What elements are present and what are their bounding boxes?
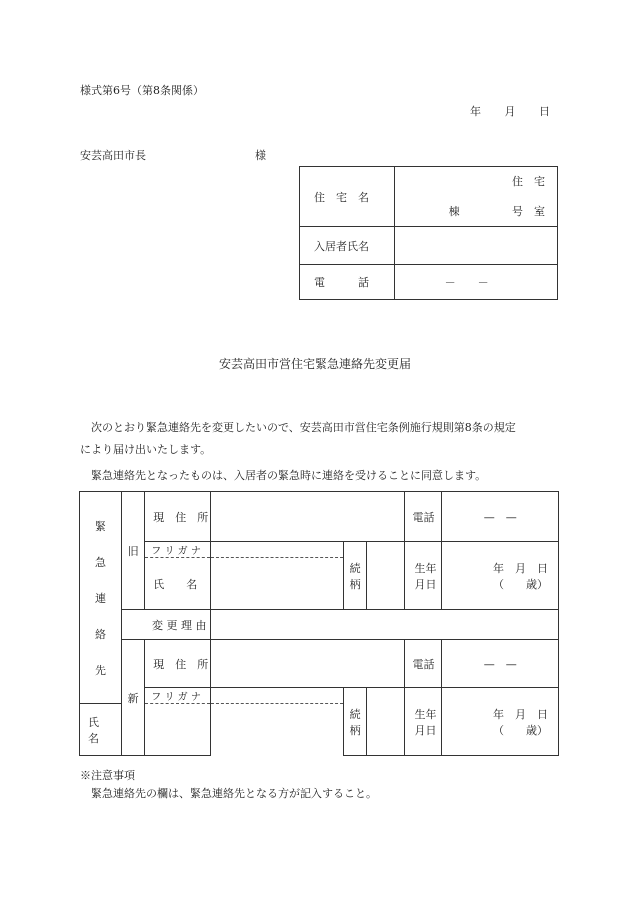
new-furigana-field[interactable] — [210, 688, 344, 704]
emergency-contact-side-label — [80, 492, 122, 704]
year-label: 年 — [470, 105, 481, 118]
old-birth-line-2: 月日 — [414, 577, 437, 591]
old-name-field[interactable] — [210, 558, 344, 610]
side-char-1: 緊 — [95, 519, 106, 533]
phone-field[interactable]: － － — [394, 265, 557, 300]
old-phone-field[interactable]: — — — [442, 492, 559, 542]
new-phone-field[interactable]: — — — [442, 640, 559, 688]
old-birth-field[interactable] — [442, 542, 559, 610]
document-title: 安芸高田市営住宅緊急連絡先変更届 — [218, 357, 411, 371]
new-relation-char-2: 柄 — [349, 723, 361, 737]
old-relation-label — [344, 542, 366, 610]
new-label: 新 — [122, 640, 145, 756]
old-birth-label — [404, 542, 442, 610]
new-birth-field[interactable] — [442, 688, 559, 756]
old-name-label: 氏 名 — [145, 558, 211, 610]
old-address-field[interactable] — [210, 492, 404, 542]
building-label: 棟 — [448, 204, 460, 218]
notes-text: 緊急連絡先の欄は、緊急連絡先となる方が記入すること。 — [91, 787, 377, 800]
new-relation-field[interactable] — [366, 688, 404, 756]
new-relation-char-1: 続 — [349, 707, 361, 721]
side-char-3: 連 — [95, 591, 106, 605]
emergency-contact-table — [79, 491, 559, 756]
phone-label: 電 話 — [300, 265, 395, 300]
new-address-field[interactable] — [210, 640, 404, 688]
old-label: 旧 — [122, 492, 145, 610]
old-phone-label: 電話 — [404, 492, 442, 542]
tenant-name-label: 入居者氏名 — [300, 227, 395, 265]
old-relation-char-1: 続 — [349, 561, 361, 575]
notes-heading: ※注意事項 — [80, 769, 135, 782]
new-birth-date: 年 月 日 — [493, 707, 548, 721]
housing-label: 住 宅 名 — [300, 167, 395, 227]
old-age: （ 歳） — [493, 577, 548, 591]
room-label: 号 室 — [512, 204, 545, 218]
body-para1-line1: 次のとおり緊急連絡先を変更したいので、安芸高田市営住宅条例施行規則第8条の規定 — [91, 421, 516, 434]
new-relation-label — [344, 688, 366, 756]
housing-field[interactable] — [394, 167, 557, 227]
new-birth-line-1: 生年 — [414, 707, 437, 721]
new-name-field[interactable] — [145, 704, 211, 756]
new-address-label: 現 住 所 — [145, 640, 211, 688]
new-phone-label: 電話 — [404, 640, 442, 688]
applicant-table — [299, 166, 558, 300]
old-address-label: 現 住 所 — [145, 492, 211, 542]
side-char-4: 絡 — [95, 627, 106, 641]
addressee-honorific: 様 — [255, 149, 266, 162]
tenant-name-field[interactable] — [394, 227, 557, 265]
date-line — [470, 103, 550, 119]
old-furigana-label: フ リ ガ ナ — [145, 542, 211, 558]
old-relation-field[interactable] — [366, 542, 404, 610]
old-birth-date: 年 月 日 — [493, 561, 548, 575]
addressee: 安芸高田市長 — [80, 149, 146, 162]
side-char-2: 急 — [95, 555, 106, 569]
new-furigana-label: フ リ ガ ナ — [145, 688, 211, 704]
body-para2: 緊急連絡先となったものは、入居者の緊急時に連絡を受けることに同意します。 — [91, 469, 487, 482]
body-para1-line2: により届け出いたします。 — [80, 443, 212, 456]
housing-suffix: 住 宅 — [512, 174, 545, 188]
new-age: （ 歳） — [493, 723, 548, 737]
change-reason-field[interactable] — [210, 610, 558, 640]
old-furigana-field[interactable] — [210, 542, 344, 558]
form-number: 様式第6号（第8条関係） — [80, 84, 204, 97]
change-reason-label: 変 更 理 由 — [122, 610, 211, 640]
day-label: 日 — [539, 105, 550, 118]
month-label: 月 — [504, 105, 516, 118]
old-birth-line-1: 生年 — [414, 561, 437, 575]
new-birth-line-2: 月日 — [414, 723, 437, 737]
side-char-5: 先 — [95, 663, 106, 677]
new-birth-label — [404, 688, 442, 756]
new-name-label: 氏 名 — [80, 704, 122, 756]
old-relation-char-2: 柄 — [349, 577, 361, 591]
